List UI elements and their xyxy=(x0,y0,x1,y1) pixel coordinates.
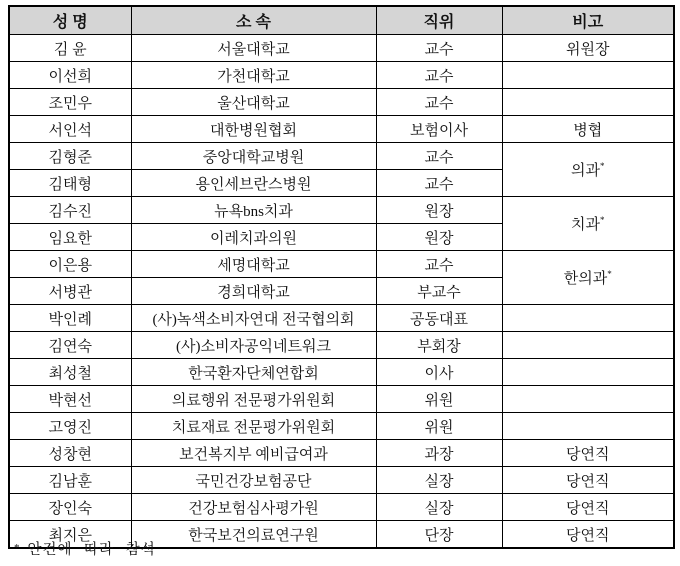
affiliation-cell: 세명대학교 xyxy=(131,251,376,278)
position-cell: 교수 xyxy=(376,170,502,197)
affiliation-cell: 국민건강보험공단 xyxy=(131,467,376,494)
remark-cell: 의과* xyxy=(502,143,674,197)
footnote xyxy=(14,538,156,559)
name-cell: 최성철 xyxy=(9,359,131,386)
affiliation-cell: 용인세브란스병원 xyxy=(131,170,376,197)
name-cell: 고영진 xyxy=(9,413,131,440)
remark-cell xyxy=(502,62,674,89)
remark-cell: 병협 xyxy=(502,116,674,143)
table-header xyxy=(9,6,674,35)
position-cell: 교수 xyxy=(376,89,502,116)
position-cell: 공동대표 xyxy=(376,305,502,332)
affiliation-cell: 보건복지부 예비급여과 xyxy=(131,440,376,467)
header-row xyxy=(9,6,674,35)
remark-cell: 한의과* xyxy=(502,251,674,305)
remark-cell xyxy=(502,386,674,413)
name-cell: 최지은 xyxy=(9,521,131,549)
remark-cell: 위원장 xyxy=(502,35,674,62)
table-body xyxy=(9,35,674,549)
name-cell: 이선희 xyxy=(9,62,131,89)
table-row xyxy=(9,494,674,521)
affiliation-cell: 가천대학교 xyxy=(131,62,376,89)
position-cell: 부교수 xyxy=(376,278,502,305)
table-row xyxy=(9,197,674,224)
table-row xyxy=(9,62,674,89)
position-cell: 이사 xyxy=(376,359,502,386)
remark-cell: 당연직 xyxy=(502,440,674,467)
name-cell: 장인숙 xyxy=(9,494,131,521)
position-cell: 원장 xyxy=(376,224,502,251)
footnote-text: 안건에 따라 참석 xyxy=(27,542,156,558)
name-cell: 서인석 xyxy=(9,116,131,143)
position-cell: 교수 xyxy=(376,62,502,89)
name-cell: 김태형 xyxy=(9,170,131,197)
table-row xyxy=(9,467,674,494)
position-cell: 과장 xyxy=(376,440,502,467)
remark-cell: 당연직 xyxy=(502,494,674,521)
position-cell: 부회장 xyxy=(376,332,502,359)
affiliation-cell: 경희대학교 xyxy=(131,278,376,305)
remark-cell xyxy=(502,305,674,332)
remark-cell: 치과* xyxy=(502,197,674,251)
remark-cell xyxy=(502,332,674,359)
footnote-ref-asterisk: * xyxy=(599,161,605,171)
affiliation-cell: 건강보험심사평가원 xyxy=(131,494,376,521)
affiliation-cell: 중앙대학교병원 xyxy=(131,143,376,170)
affiliation-cell: 뉴욕bns치과 xyxy=(131,197,376,224)
position-cell: 위원 xyxy=(376,386,502,413)
table-row xyxy=(9,35,674,62)
affiliation-cell: 대한병원협회 xyxy=(131,116,376,143)
table-row xyxy=(9,440,674,467)
header-remark: 비고 xyxy=(502,6,674,35)
position-cell: 교수 xyxy=(376,251,502,278)
remark-cell xyxy=(502,413,674,440)
table-row xyxy=(9,89,674,116)
name-cell: 김 윤 xyxy=(9,35,131,62)
name-cell: 이은용 xyxy=(9,251,131,278)
header-affiliation: 소 속 xyxy=(131,6,376,35)
table-row xyxy=(9,413,674,440)
affiliation-cell: 치료재료 전문평가위원회 xyxy=(131,413,376,440)
table-row xyxy=(9,332,674,359)
position-cell: 원장 xyxy=(376,197,502,224)
name-cell: 김연숙 xyxy=(9,332,131,359)
name-cell: 김남훈 xyxy=(9,467,131,494)
name-cell: 박현선 xyxy=(9,386,131,413)
affiliation-cell: 의료행위 전문평가위원회 xyxy=(131,386,376,413)
committee-member-table xyxy=(8,5,675,549)
position-cell: 교수 xyxy=(376,35,502,62)
table-row xyxy=(9,143,674,170)
table-row xyxy=(9,116,674,143)
table-row xyxy=(9,386,674,413)
affiliation-cell: (사)소비자공익네트워크 xyxy=(131,332,376,359)
affiliation-cell: 서울대학교 xyxy=(131,35,376,62)
remark-cell xyxy=(502,359,674,386)
remark-cell: 당연직 xyxy=(502,467,674,494)
position-cell: 단장 xyxy=(376,521,502,549)
affiliation-cell: 한국보건의료연구원 xyxy=(131,521,376,549)
name-cell: 조민우 xyxy=(9,89,131,116)
header-name: 성 명 xyxy=(9,6,131,35)
footnote-ref-asterisk: * xyxy=(599,215,605,225)
position-cell: 실장 xyxy=(376,494,502,521)
name-cell: 임요한 xyxy=(9,224,131,251)
affiliation-cell: 한국환자단체연합회 xyxy=(131,359,376,386)
table-row xyxy=(9,359,674,386)
table-row xyxy=(9,251,674,278)
affiliation-cell: 울산대학교 xyxy=(131,89,376,116)
affiliation-cell: (사)녹색소비자연대 전국협의회 xyxy=(131,305,376,332)
name-cell: 김수진 xyxy=(9,197,131,224)
position-cell: 위원 xyxy=(376,413,502,440)
position-cell: 교수 xyxy=(376,143,502,170)
name-cell: 서병관 xyxy=(9,278,131,305)
name-cell: 박인례 xyxy=(9,305,131,332)
name-cell: 성창현 xyxy=(9,440,131,467)
affiliation-cell: 이레치과의원 xyxy=(131,224,376,251)
remark-cell: 당연직 xyxy=(502,521,674,549)
position-cell: 실장 xyxy=(376,467,502,494)
remark-cell xyxy=(502,89,674,116)
table-row xyxy=(9,305,674,332)
position-cell: 보험이사 xyxy=(376,116,502,143)
footnote-ref-asterisk: * xyxy=(607,269,612,279)
header-position: 직위 xyxy=(376,6,502,35)
footnote-asterisk: * xyxy=(14,542,21,554)
name-cell: 김형준 xyxy=(9,143,131,170)
